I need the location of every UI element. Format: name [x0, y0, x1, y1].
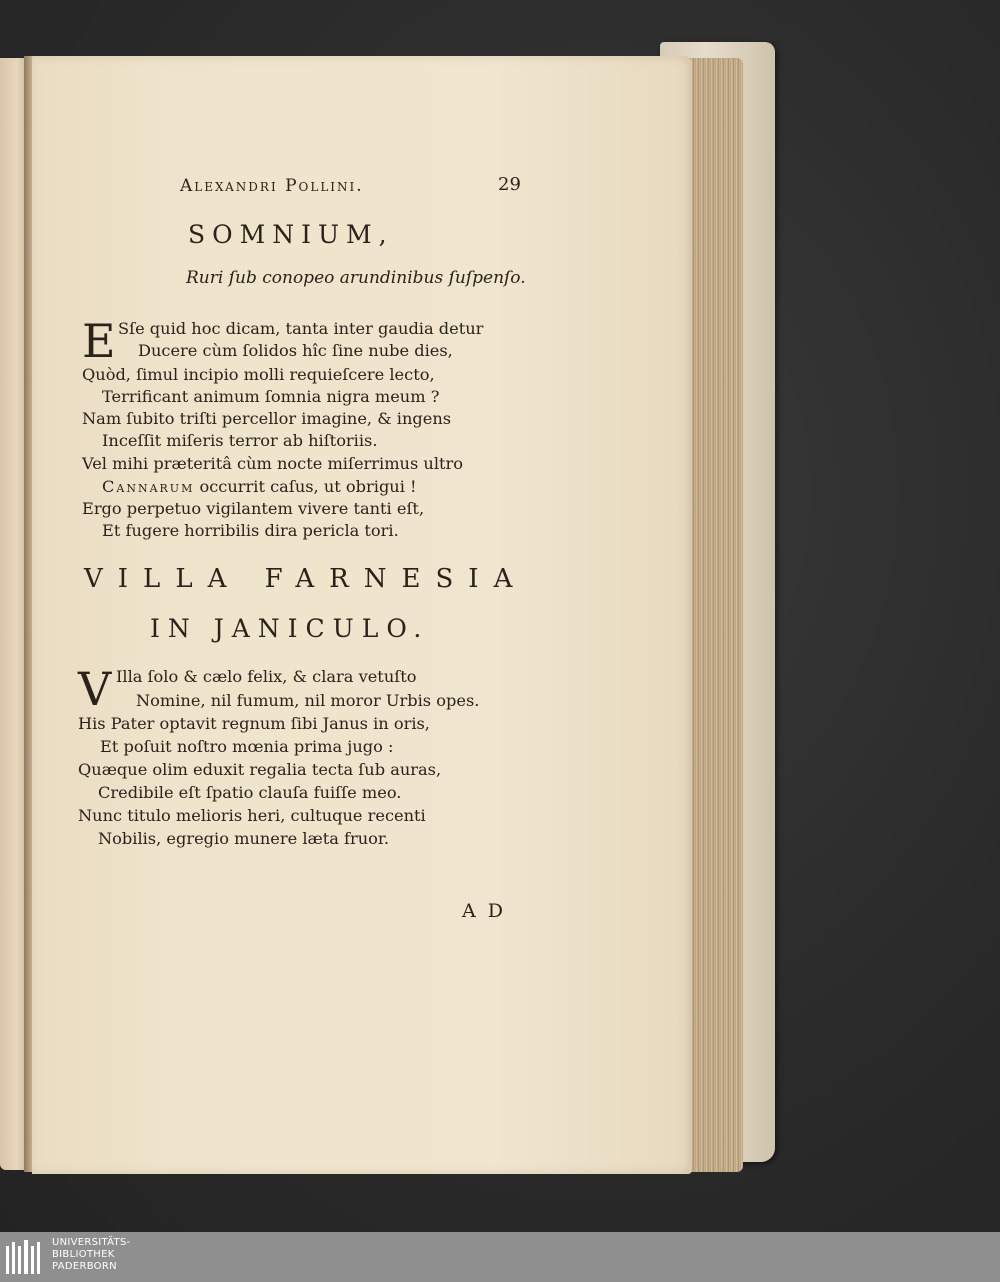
verse-line: Quòd, ſimul incipio molli requieſcere lecto,: [82, 365, 435, 384]
verse-line-rest: occurrit caſus, ut obrigui !: [199, 477, 417, 496]
verse-line: Et poſuit noſtro mœnia prima jugo :: [100, 737, 394, 756]
verse-line: His Pater optavit regnum ſibi Janus in oris,: [78, 714, 430, 733]
page-number: 29: [498, 174, 521, 195]
logo-line-1: UNIVERSITÄTS-: [52, 1237, 131, 1248]
verse-line-cannarum: [102, 476, 417, 498]
poem-title-villa-farnesia: VILLA FARNESIA: [84, 564, 528, 594]
drop-cap-e: E: [82, 314, 116, 368]
footer-bar: [0, 1232, 1000, 1282]
verse-line: Illa ſolo & cælo felix, & clara vetuſto: [116, 667, 417, 686]
catchword: A D: [462, 900, 506, 922]
verse-line: Ducere cùm ſolidos hîc ſine nube dies,: [138, 341, 453, 360]
verse-line: Quæque olim eduxit regalia tecta ſub auras,: [78, 760, 442, 779]
verse-line: Nomine, nil fumum, nil moror Urbis opes.: [136, 691, 480, 710]
verse-line: Inceſſit miſeris terror ab hiſtoriis.: [102, 431, 378, 450]
poem-title-in-janiculo: IN JANICULO.: [150, 614, 430, 643]
logo-line-3: PADERBORN: [52, 1261, 117, 1272]
verse-line: Nunc titulo melioris heri, cultuque recenti: [78, 806, 426, 825]
verse-line: Vel mihi præteritâ cùm nocte miſerrimus ultro: [82, 454, 464, 473]
smallcaps-word: Cannarum: [102, 477, 195, 496]
verse-line: Nam ſubito triſti percellor imagine, & ingens: [82, 409, 452, 428]
verse-line: Et fugere horribilis dira pericla tori.: [102, 521, 399, 540]
verse-line: Ergo perpetuo vigilantem vivere tanti eſt,: [82, 499, 425, 518]
poem-title-somnium: SOMNIUM,: [188, 220, 394, 249]
drop-cap-v: V: [78, 662, 112, 716]
library-logo-text: [52, 1237, 192, 1273]
verse-line: Sſe quid hoc dicam, tanta inter gaudia detur: [118, 319, 484, 338]
logo-line-2: BIBLIOTHEK: [52, 1249, 115, 1260]
running-head: Alexandri Pollini.: [180, 176, 364, 196]
verse-line: Nobilis, egregio munere læta fruor.: [98, 829, 390, 848]
library-logo-icon: [4, 1238, 46, 1276]
verse-line: Terrificant animum ſomnia nigra meum ?: [102, 387, 440, 406]
verse-line: Credibile eſt ſpatio clauſa fuiſſe meo.: [98, 783, 402, 802]
poem-subtitle: Ruri ſub conopeo arundinibus ſuſpenſo.: [186, 268, 526, 288]
